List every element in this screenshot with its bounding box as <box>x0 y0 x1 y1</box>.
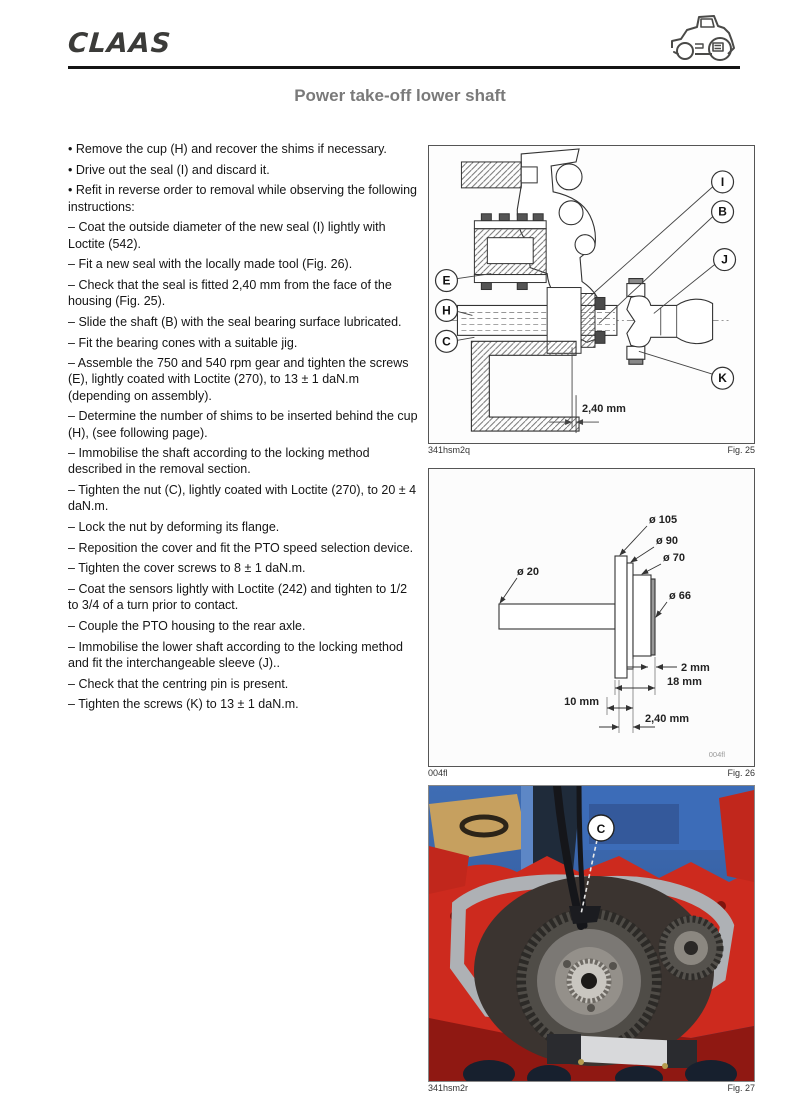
instruction-marker: – <box>68 483 75 498</box>
instruction-marker: – <box>68 639 75 654</box>
fig25-dimension-label: 2,40 mm <box>582 403 626 416</box>
instruction-marker: • <box>68 183 73 198</box>
svg-text:H: H <box>442 303 451 318</box>
instruction-item <box>68 277 418 309</box>
fig25-callout-B <box>712 201 734 223</box>
fig25-gear-cluster <box>474 214 546 290</box>
svg-text:B: B <box>718 204 727 219</box>
fig25-code: 341hsm2q <box>428 445 471 455</box>
instruction-item <box>68 256 418 272</box>
fig25-callout-E <box>436 270 458 292</box>
instruction-marker: – <box>68 582 75 597</box>
instruction-marker: – <box>68 314 75 329</box>
fig26-dim-10mm-label: 10 mm <box>564 696 599 708</box>
instruction-marker: – <box>68 697 75 712</box>
fig27-main-gear <box>517 909 661 1053</box>
page-title: Power take-off lower shaft <box>294 86 506 105</box>
fig26-dim-20: ø 20 <box>517 566 540 578</box>
instruction-text: Coat the sensors lightly with Loctite (242) and tighten to 1/2 to 3/4 of a turn prior to contact. <box>68 582 408 613</box>
instruction-text: Immobilise the lower shaft according to the locking method and fit the interchangeable sleeve (J).. <box>68 639 403 670</box>
instruction-item <box>68 519 418 535</box>
instruction-marker: – <box>68 561 75 576</box>
instruction-text: Refit in reverse order to removal while observing the following instructions: <box>68 183 418 214</box>
fig25-callout-I <box>712 171 734 193</box>
instruction-marker: – <box>68 520 75 535</box>
fig25-callout-H <box>436 299 458 321</box>
fig26-dim-105: ø 105 <box>649 514 678 526</box>
instruction-text: Tighten the nut (C), lightly coated with Loctite (270), to 20 ± 4 daN.m. <box>68 483 417 514</box>
fig27-label: Fig. 27 <box>727 1083 755 1093</box>
fig27-callout-C <box>588 815 614 841</box>
fig25-callout-K <box>712 367 734 389</box>
fig27-code: 341hsm2r <box>428 1083 469 1093</box>
instruction-marker: – <box>68 277 75 292</box>
fig25-callout-C <box>436 330 458 352</box>
figure-27 <box>428 785 755 1093</box>
instruction-text: Fit the bearing cones with a suitable jig. <box>78 335 298 350</box>
svg-text:C: C <box>442 334 451 349</box>
fig25-drawing <box>429 146 754 443</box>
fig26-dim-10mm <box>607 705 633 711</box>
figure-25 <box>428 145 755 455</box>
instruction-item <box>68 581 418 613</box>
instruction-marker: – <box>68 409 75 424</box>
instruction-text: Reposition the cover and fit the PTO speed selection device. <box>78 540 414 555</box>
instruction-marker: – <box>68 257 75 272</box>
fig25-callout-J <box>714 249 736 271</box>
svg-text:J: J <box>721 252 728 267</box>
instruction-marker: • <box>68 142 73 156</box>
fig26-watermark: 004fl <box>708 750 725 759</box>
fig25-label: Fig. 25 <box>727 445 755 455</box>
fig26-dim-18mm <box>615 685 655 691</box>
claas-logo: CLAAS <box>66 28 173 59</box>
instruction-item <box>68 639 418 671</box>
instruction-marker: • <box>68 162 73 177</box>
fig27-photo-drawing <box>429 786 754 1081</box>
instruction-item <box>68 696 418 712</box>
instruction-list <box>68 141 418 717</box>
instruction-item <box>68 676 418 692</box>
fig26-dim-240-label: 2,40 mm <box>645 713 690 725</box>
fig27-photo <box>428 785 755 1082</box>
fig27-small-gear <box>659 916 723 980</box>
instruction-text: Drive out the seal (I) and discard it. <box>75 162 270 177</box>
figure-column <box>428 145 755 1095</box>
fig26-dim-2mm-label: 2 mm <box>681 662 710 674</box>
instruction-text: Tighten the cover screws to 8 ± 1 daN.m. <box>78 561 306 576</box>
instruction-marker: – <box>68 335 75 350</box>
instruction-marker: – <box>68 540 75 555</box>
fig26-dim-18mm-label: 18 mm <box>667 676 702 688</box>
fig26-box <box>428 468 755 767</box>
instruction-text: Couple the PTO housing to the rear axle. <box>78 619 306 634</box>
instruction-text: Slide the shaft (B) with the seal bearing surface lubricated. <box>78 314 402 329</box>
fig26-dim-70: ø 70 <box>663 552 686 564</box>
fig26-dim-90: ø 90 <box>656 535 679 547</box>
instruction-item <box>68 182 418 214</box>
instruction-text: Check that the centring pin is present. <box>78 676 289 691</box>
instruction-text: Check that the seal is fitted 2,40 mm from the face of the housing (Fig. 25). <box>68 277 392 309</box>
instruction-text: Remove the cup (H) and recover the shims if necessary. <box>75 142 387 156</box>
instruction-text: Coat the outside diameter of the new seal (I) lightly with Loctite (542). <box>68 220 386 251</box>
instruction-item <box>68 445 418 477</box>
svg-text:K: K <box>718 371 727 386</box>
svg-text:C: C <box>596 822 606 836</box>
instruction-item <box>68 482 418 514</box>
instruction-item <box>68 335 418 351</box>
instruction-marker: – <box>68 619 75 634</box>
instruction-item <box>68 162 418 178</box>
fig26-dim-2mm <box>627 664 677 670</box>
instruction-item <box>68 355 418 404</box>
instruction-item <box>68 314 418 330</box>
svg-text:E: E <box>442 273 451 288</box>
instruction-text: Lock the nut by deforming its flange. <box>78 520 280 535</box>
fig26-drawing <box>429 469 754 766</box>
fig26-label: Fig. 26 <box>727 768 755 778</box>
instruction-item <box>68 560 418 576</box>
instruction-text: Tighten the screws (K) to 13 ± 1 daN.m. <box>78 697 299 712</box>
header-divider <box>68 66 740 69</box>
instruction-marker: – <box>68 356 75 371</box>
instruction-item <box>68 408 418 440</box>
figure-26 <box>428 468 755 778</box>
fig26-dim-66: ø 66 <box>669 590 692 602</box>
instruction-text: Assemble the 750 and 540 rpm gear and tighten the screws (E), lightly coated with Loctite (270), to 13 ± 1 daN.m (depending on assembly). <box>68 356 409 403</box>
fig25-box <box>428 145 755 444</box>
fig26-code: 004fl <box>428 768 448 778</box>
fig25-housing-wall <box>471 341 579 431</box>
instruction-item <box>68 141 418 157</box>
svg-text:I: I <box>720 174 725 189</box>
instruction-item <box>68 540 418 556</box>
instruction-marker: – <box>68 446 75 461</box>
instruction-item <box>68 618 418 634</box>
instruction-item <box>68 219 418 251</box>
instruction-text: Determine the number of shims to be inserted behind the cup (H), (see following page). <box>68 409 418 440</box>
instruction-text: Immobilise the shaft according to the locking method described in the removal section. <box>68 446 370 477</box>
instruction-marker: – <box>68 220 75 235</box>
instruction-marker: – <box>68 676 75 691</box>
tractor-icon <box>668 14 740 69</box>
instruction-text: Fit a new seal with the locally made tool (Fig. 26). <box>78 257 353 272</box>
